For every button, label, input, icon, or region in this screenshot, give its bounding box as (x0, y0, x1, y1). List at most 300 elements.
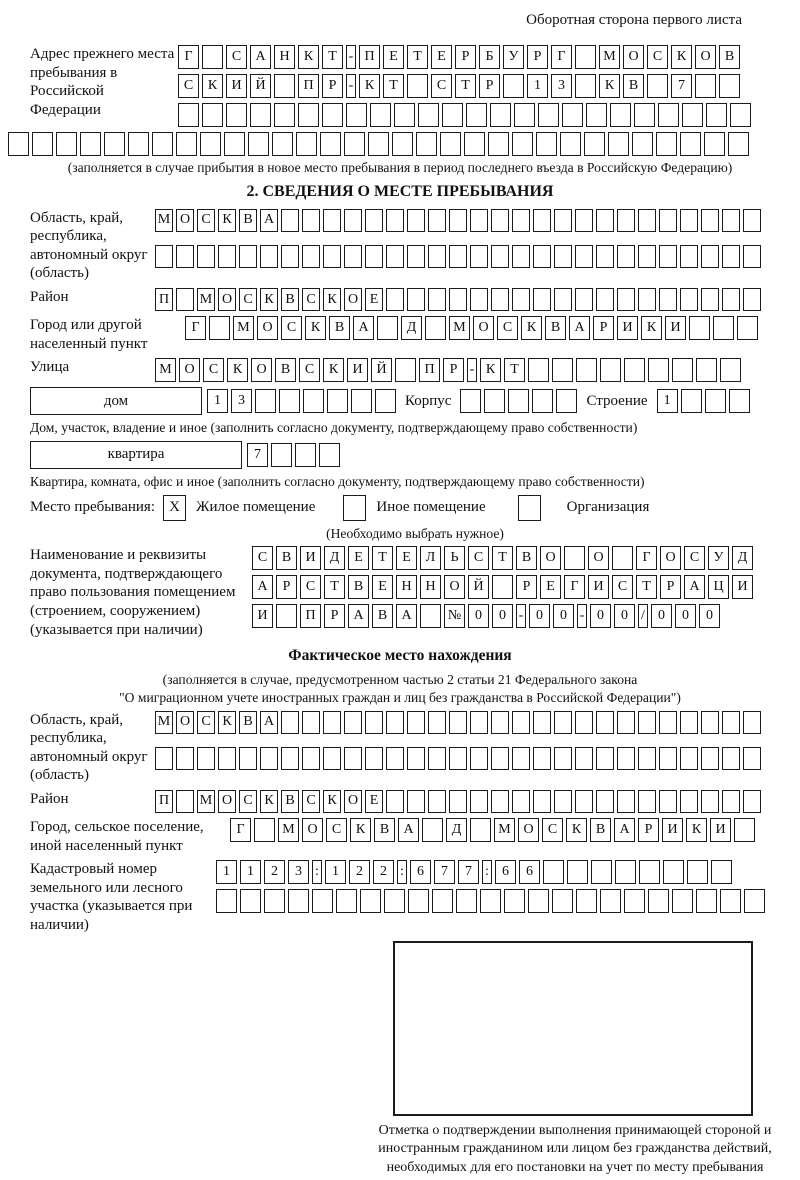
char-cell[interactable]: П (155, 790, 173, 813)
char-cell[interactable] (701, 245, 719, 268)
char-cell[interactable]: 7 (671, 74, 692, 98)
char-cell[interactable]: М (197, 790, 215, 813)
char-cell[interactable]: М (155, 711, 173, 734)
char-cell[interactable]: В (276, 546, 297, 570)
char-cell[interactable] (202, 103, 223, 127)
char-cell[interactable] (638, 209, 656, 232)
char-cell[interactable] (442, 103, 463, 127)
char-cell[interactable] (648, 358, 669, 382)
char-cell[interactable]: 1 (216, 860, 237, 884)
char-cell[interactable] (638, 288, 656, 311)
char-cell[interactable] (386, 209, 404, 232)
char-cell[interactable]: Т (492, 546, 513, 570)
char-cell[interactable]: В (516, 546, 537, 570)
char-cell[interactable] (706, 103, 727, 127)
char-cell[interactable] (512, 132, 533, 156)
char-cell[interactable]: С (299, 358, 320, 382)
char-cell[interactable] (586, 103, 607, 127)
char-cell[interactable]: О (176, 209, 194, 232)
char-cell[interactable]: М (449, 316, 470, 340)
char-cell[interactable] (713, 316, 734, 340)
char-cell[interactable]: О (695, 45, 716, 69)
char-cell[interactable] (240, 889, 261, 913)
char-cell[interactable]: В (281, 790, 299, 813)
char-cell[interactable] (648, 889, 669, 913)
char-cell[interactable] (344, 245, 362, 268)
char-cell[interactable] (596, 209, 614, 232)
char-cell[interactable] (638, 711, 656, 734)
char-cell[interactable] (743, 711, 761, 734)
char-cell[interactable]: П (155, 288, 173, 311)
char-cell[interactable] (533, 288, 551, 311)
char-cell[interactable]: Е (396, 546, 417, 570)
char-cell[interactable] (514, 103, 535, 127)
char-cell[interactable]: Р (324, 604, 345, 628)
char-cell[interactable] (336, 889, 357, 913)
char-cell[interactable] (197, 747, 215, 770)
char-cell[interactable] (696, 358, 717, 382)
char-cell[interactable] (56, 132, 77, 156)
char-cell[interactable] (564, 546, 585, 570)
char-cell[interactable] (701, 790, 719, 813)
char-cell[interactable]: Е (348, 546, 369, 570)
char-cell[interactable] (216, 889, 237, 913)
char-cell[interactable] (386, 711, 404, 734)
char-cell[interactable]: 0 (614, 604, 635, 628)
char-cell[interactable]: Е (383, 45, 404, 69)
char-cell[interactable] (322, 103, 343, 127)
char-cell[interactable]: К (202, 74, 223, 98)
char-cell[interactable]: М (278, 818, 299, 842)
char-cell[interactable] (576, 889, 597, 913)
char-cell[interactable]: А (260, 209, 278, 232)
char-cell[interactable] (729, 389, 750, 413)
char-cell[interactable] (512, 747, 530, 770)
char-cell[interactable] (575, 711, 593, 734)
char-cell[interactable]: Н (420, 575, 441, 599)
char-cell[interactable] (470, 288, 488, 311)
char-cell[interactable] (276, 604, 297, 628)
char-cell[interactable] (323, 245, 341, 268)
char-cell[interactable]: - (516, 604, 526, 628)
char-cell[interactable] (470, 790, 488, 813)
char-cell[interactable] (638, 747, 656, 770)
char-cell[interactable] (659, 209, 677, 232)
char-cell[interactable] (682, 103, 703, 127)
char-cell[interactable] (596, 711, 614, 734)
char-cell[interactable] (470, 711, 488, 734)
char-cell[interactable] (575, 209, 593, 232)
char-cell[interactable]: Й (250, 74, 271, 98)
char-cell[interactable] (344, 132, 365, 156)
char-cell[interactable]: О (588, 546, 609, 570)
char-cell[interactable] (639, 860, 660, 884)
char-cell[interactable] (704, 132, 725, 156)
char-cell[interactable] (302, 711, 320, 734)
char-cell[interactable] (536, 132, 557, 156)
char-cell[interactable] (680, 132, 701, 156)
char-cell[interactable] (701, 711, 719, 734)
char-cell[interactable] (533, 245, 551, 268)
char-cell[interactable]: : (482, 860, 492, 884)
char-cell[interactable]: Т (372, 546, 393, 570)
char-cell[interactable] (279, 389, 300, 413)
char-cell[interactable] (365, 747, 383, 770)
char-cell[interactable]: О (518, 818, 539, 842)
char-cell[interactable] (460, 389, 481, 413)
char-cell[interactable] (701, 747, 719, 770)
char-cell[interactable] (395, 358, 416, 382)
char-cell[interactable] (659, 711, 677, 734)
char-cell[interactable]: - (467, 358, 477, 382)
char-cell[interactable] (360, 889, 381, 913)
char-cell[interactable]: О (473, 316, 494, 340)
stay-type-checkbox-residential[interactable]: X (163, 495, 186, 521)
char-cell[interactable]: И (226, 74, 247, 98)
char-cell[interactable]: С (252, 546, 273, 570)
char-cell[interactable] (407, 74, 428, 98)
char-cell[interactable] (281, 209, 299, 232)
char-cell[interactable]: О (176, 711, 194, 734)
char-cell[interactable]: Р (322, 74, 343, 98)
char-cell[interactable] (480, 889, 501, 913)
char-cell[interactable] (407, 245, 425, 268)
char-cell[interactable] (386, 245, 404, 268)
char-cell[interactable] (560, 132, 581, 156)
char-cell[interactable] (617, 245, 635, 268)
char-cell[interactable] (449, 245, 467, 268)
char-cell[interactable] (608, 132, 629, 156)
char-cell[interactable]: Д (732, 546, 753, 570)
char-cell[interactable] (543, 860, 564, 884)
char-cell[interactable] (176, 790, 194, 813)
char-cell[interactable] (346, 103, 367, 127)
char-cell[interactable] (491, 288, 509, 311)
char-cell[interactable]: А (398, 818, 419, 842)
char-cell[interactable]: А (353, 316, 374, 340)
char-cell[interactable] (737, 316, 758, 340)
char-cell[interactable] (512, 209, 530, 232)
char-cell[interactable] (728, 132, 749, 156)
char-cell[interactable] (394, 103, 415, 127)
char-cell[interactable]: С (178, 74, 199, 98)
char-cell[interactable] (575, 45, 596, 69)
char-cell[interactable]: 2 (349, 860, 370, 884)
char-cell[interactable]: Т (504, 358, 525, 382)
char-cell[interactable] (386, 747, 404, 770)
char-cell[interactable]: Р (443, 358, 464, 382)
char-cell[interactable]: 2 (264, 860, 285, 884)
char-cell[interactable] (687, 860, 708, 884)
char-cell[interactable]: В (590, 818, 611, 842)
char-cell[interactable]: Б (479, 45, 500, 69)
char-cell[interactable]: К (566, 818, 587, 842)
char-cell[interactable] (302, 747, 320, 770)
char-cell[interactable] (681, 389, 702, 413)
char-cell[interactable]: К (218, 209, 236, 232)
char-cell[interactable]: С (197, 209, 215, 232)
char-cell[interactable] (491, 790, 509, 813)
char-cell[interactable] (302, 245, 320, 268)
char-cell[interactable] (407, 790, 425, 813)
char-cell[interactable]: Т (383, 74, 404, 98)
char-cell[interactable] (596, 747, 614, 770)
char-cell[interactable] (722, 209, 740, 232)
char-cell[interactable]: : (397, 860, 407, 884)
char-cell[interactable] (8, 132, 29, 156)
char-cell[interactable]: Т (322, 45, 343, 69)
char-cell[interactable]: Т (455, 74, 476, 98)
char-cell[interactable]: Д (401, 316, 422, 340)
char-cell[interactable]: Й (371, 358, 392, 382)
char-cell[interactable]: К (298, 45, 319, 69)
char-cell[interactable]: 1 (527, 74, 548, 98)
char-cell[interactable]: 0 (553, 604, 574, 628)
char-cell[interactable] (722, 790, 740, 813)
char-cell[interactable] (384, 889, 405, 913)
char-cell[interactable] (344, 209, 362, 232)
char-cell[interactable] (428, 209, 446, 232)
char-cell[interactable] (617, 790, 635, 813)
char-cell[interactable]: К (227, 358, 248, 382)
char-cell[interactable]: К (359, 74, 380, 98)
char-cell[interactable] (680, 209, 698, 232)
char-cell[interactable]: Н (274, 45, 295, 69)
char-cell[interactable] (449, 288, 467, 311)
char-cell[interactable]: Р (479, 74, 500, 98)
char-cell[interactable]: М (155, 358, 176, 382)
char-cell[interactable] (638, 245, 656, 268)
char-cell[interactable] (538, 103, 559, 127)
char-cell[interactable] (533, 209, 551, 232)
char-cell[interactable] (554, 209, 572, 232)
char-cell[interactable] (365, 245, 383, 268)
char-cell[interactable]: А (260, 711, 278, 734)
char-cell[interactable] (176, 132, 197, 156)
char-cell[interactable] (218, 747, 236, 770)
char-cell[interactable]: С (239, 288, 257, 311)
char-cell[interactable] (504, 889, 525, 913)
char-cell[interactable] (470, 747, 488, 770)
char-cell[interactable]: К (521, 316, 542, 340)
char-cell[interactable]: № (444, 604, 465, 628)
char-cell[interactable]: К (350, 818, 371, 842)
char-cell[interactable]: Т (636, 575, 657, 599)
char-cell[interactable] (344, 711, 362, 734)
char-cell[interactable] (512, 711, 530, 734)
char-cell[interactable] (743, 790, 761, 813)
char-cell[interactable] (533, 747, 551, 770)
char-cell[interactable]: Й (468, 575, 489, 599)
char-cell[interactable]: В (239, 209, 257, 232)
char-cell[interactable]: 1 (207, 389, 228, 413)
char-cell[interactable] (575, 245, 593, 268)
char-cell[interactable] (370, 103, 391, 127)
char-cell[interactable] (288, 889, 309, 913)
char-cell[interactable] (689, 316, 710, 340)
char-cell[interactable] (386, 288, 404, 311)
char-cell[interactable]: Р (593, 316, 614, 340)
char-cell[interactable] (377, 316, 398, 340)
char-cell[interactable]: С (302, 288, 320, 311)
char-cell[interactable] (528, 358, 549, 382)
char-cell[interactable] (701, 288, 719, 311)
char-cell[interactable] (576, 358, 597, 382)
char-cell[interactable]: 0 (651, 604, 672, 628)
char-cell[interactable]: А (250, 45, 271, 69)
char-cell[interactable]: 7 (247, 443, 268, 467)
char-cell[interactable]: 6 (410, 860, 431, 884)
char-cell[interactable] (615, 860, 636, 884)
char-cell[interactable]: О (218, 790, 236, 813)
char-cell[interactable] (552, 358, 573, 382)
char-cell[interactable] (302, 209, 320, 232)
char-cell[interactable]: 0 (468, 604, 489, 628)
char-cell[interactable] (407, 747, 425, 770)
char-cell[interactable] (600, 889, 621, 913)
char-cell[interactable] (264, 889, 285, 913)
char-cell[interactable] (303, 389, 324, 413)
char-cell[interactable] (407, 288, 425, 311)
char-cell[interactable]: С (468, 546, 489, 570)
char-cell[interactable] (596, 245, 614, 268)
char-cell[interactable] (250, 103, 271, 127)
char-cell[interactable] (202, 45, 223, 69)
char-cell[interactable] (176, 747, 194, 770)
char-cell[interactable]: В (545, 316, 566, 340)
char-cell[interactable] (200, 132, 221, 156)
char-cell[interactable]: С (197, 711, 215, 734)
char-cell[interactable] (492, 575, 513, 599)
char-cell[interactable] (554, 711, 572, 734)
char-cell[interactable]: К (323, 790, 341, 813)
char-cell[interactable] (722, 711, 740, 734)
char-cell[interactable]: К (671, 45, 692, 69)
char-cell[interactable] (528, 889, 549, 913)
char-cell[interactable] (562, 103, 583, 127)
char-cell[interactable]: 1 (657, 389, 678, 413)
char-cell[interactable] (272, 132, 293, 156)
char-cell[interactable]: И (662, 818, 683, 842)
char-cell[interactable]: К (599, 74, 620, 98)
char-cell[interactable] (491, 245, 509, 268)
char-cell[interactable]: С (203, 358, 224, 382)
char-cell[interactable]: А (684, 575, 705, 599)
char-cell[interactable] (705, 389, 726, 413)
char-cell[interactable]: Р (276, 575, 297, 599)
char-cell[interactable]: Д (446, 818, 467, 842)
char-cell[interactable] (260, 245, 278, 268)
char-cell[interactable]: Д (324, 546, 345, 570)
char-cell[interactable]: И (347, 358, 368, 382)
char-cell[interactable] (375, 389, 396, 413)
char-cell[interactable] (490, 103, 511, 127)
char-cell[interactable] (734, 818, 755, 842)
char-cell[interactable] (672, 889, 693, 913)
char-cell[interactable]: В (623, 74, 644, 98)
char-cell[interactable]: О (251, 358, 272, 382)
char-cell[interactable]: У (708, 546, 729, 570)
char-cell[interactable] (533, 711, 551, 734)
char-cell[interactable]: Ц (708, 575, 729, 599)
char-cell[interactable]: У (503, 45, 524, 69)
char-cell[interactable]: О (302, 818, 323, 842)
char-cell[interactable] (591, 860, 612, 884)
char-cell[interactable]: Л (420, 546, 441, 570)
char-cell[interactable] (720, 889, 741, 913)
char-cell[interactable] (659, 790, 677, 813)
char-cell[interactable] (178, 103, 199, 127)
char-cell[interactable]: М (155, 209, 173, 232)
char-cell[interactable] (327, 389, 348, 413)
char-cell[interactable] (320, 132, 341, 156)
char-cell[interactable]: Р (516, 575, 537, 599)
char-cell[interactable] (722, 747, 740, 770)
char-cell[interactable] (617, 747, 635, 770)
char-cell[interactable]: 3 (551, 74, 572, 98)
char-cell[interactable]: И (588, 575, 609, 599)
char-cell[interactable] (743, 209, 761, 232)
char-cell[interactable] (226, 103, 247, 127)
char-cell[interactable] (659, 245, 677, 268)
char-cell[interactable]: С (612, 575, 633, 599)
char-cell[interactable]: 7 (458, 860, 479, 884)
char-cell[interactable]: 0 (529, 604, 550, 628)
char-cell[interactable] (491, 711, 509, 734)
char-cell[interactable]: С (300, 575, 321, 599)
char-cell[interactable]: Е (540, 575, 561, 599)
char-cell[interactable]: И (710, 818, 731, 842)
char-cell[interactable] (255, 389, 276, 413)
char-cell[interactable]: П (359, 45, 380, 69)
char-cell[interactable] (323, 747, 341, 770)
char-cell[interactable] (596, 790, 614, 813)
char-cell[interactable]: 6 (519, 860, 540, 884)
char-cell[interactable] (365, 711, 383, 734)
char-cell[interactable]: К (323, 358, 344, 382)
char-cell[interactable] (470, 245, 488, 268)
char-cell[interactable] (368, 132, 389, 156)
char-cell[interactable]: 3 (288, 860, 309, 884)
char-cell[interactable] (617, 288, 635, 311)
char-cell[interactable]: Е (365, 288, 383, 311)
char-cell[interactable]: М (494, 818, 515, 842)
char-cell[interactable]: 1 (240, 860, 261, 884)
char-cell[interactable]: Г (185, 316, 206, 340)
char-cell[interactable] (464, 132, 485, 156)
char-cell[interactable]: П (298, 74, 319, 98)
char-cell[interactable] (491, 747, 509, 770)
char-cell[interactable] (32, 132, 53, 156)
char-cell[interactable] (647, 74, 668, 98)
char-cell[interactable] (449, 747, 467, 770)
char-cell[interactable] (711, 860, 732, 884)
char-cell[interactable] (428, 790, 446, 813)
char-cell[interactable] (295, 443, 316, 467)
char-cell[interactable]: Н (396, 575, 417, 599)
char-cell[interactable] (260, 747, 278, 770)
char-cell[interactable]: К (686, 818, 707, 842)
char-cell[interactable]: П (300, 604, 321, 628)
char-cell[interactable]: 0 (699, 604, 720, 628)
char-cell[interactable] (428, 711, 446, 734)
char-cell[interactable]: Г (551, 45, 572, 69)
char-cell[interactable] (407, 711, 425, 734)
char-cell[interactable] (271, 443, 292, 467)
char-cell[interactable]: Т (407, 45, 428, 69)
char-cell[interactable]: О (444, 575, 465, 599)
char-cell[interactable] (596, 288, 614, 311)
